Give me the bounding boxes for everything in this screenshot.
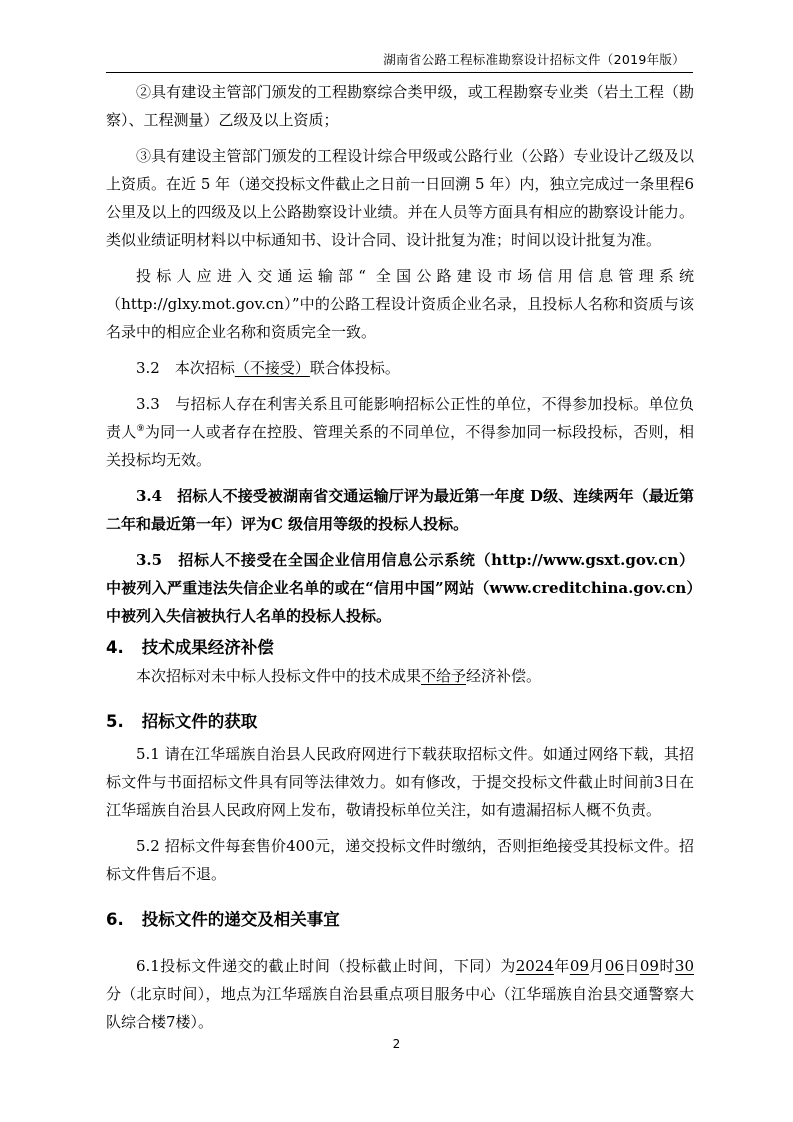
clause-3-2: 3.2 本次招标（不接受）联合体投标。 [136,359,400,377]
clause-5-2: 5.2 招标文件每套售价400元，递交投标文件时缴纳，否则拒绝接受其投标文件。招标文件售后不退。 [106,837,694,883]
header-rule [106,72,693,73]
section-6-heading: 6. 投标文件的递交及相关事宜 [106,910,340,929]
deadline-month: 09 [569,957,589,975]
qualification-item-3: ③具有建设主管部门颁发的工程设计综合甲级或公路行业（公路）专业设计乙级及以上资质。在近 5 年（递交投标文件截止之日前一日回溯 5 年）内，独立完成过一条里程6公里及以上的四级及以上公路勘察设计业绩。并在人员等方面具有相应的勘察设计能力。类似业绩证明材料以中标通知书、设计合同、设计批复为准；时间以设计批复为准。 [106,147,694,249]
section-5-heading: 5. 招标文件的获取 [106,712,258,731]
clause-3-4: 3.4 招标人不接受被湖南省交通运输厅评为最近第一年度 D级、连续两年（最近第二年和最近第一年）评为C 级信用等级的投标人投标。 [106,487,694,533]
registration-requirement: 投标人应进入交通运输部“ 全国公路建设市场信用信息管理系统（http://glxy.mot.gov.cn）”中的公路工程设计资质企业名录，且投标人名称和资质与该名录中的相应企业名称和资质完全一致。 [106,267,694,341]
section-4-text: 本次招标对未中标人投标文件中的技术成果不给予经济补偿。 [136,667,542,685]
clause-3-5: 3.5 招标人不接受在全国企业信用信息公示系统（http://www.gsxt.gov.cn）中被列入严重违法失信企业名单的或在“信用中国”网站（www.creditchina.gov.cn）中被列入失信被执行人名单的投标人投标。 [106,551,694,625]
clause-6-1: 6.1投标文件递交的截止时间（投标截止时间，下同）为2024年09月06日09时30分（北京时间），地点为江华瑶族自治县重点项目服务中心（江华瑶族自治县交通警察大队综合楼7楼）。 [106,957,694,1031]
compensation-value: 不给予 [421,667,467,685]
deadline-minute: 30 [674,957,694,975]
clause-5-1: 5.1 请在江华瑶族自治县人民政府网进行下载获取招标文件。如通过网络下载，其招标文件与书面招标文件具有同等法律效力。如有修改，于提交投标文件截止时间前3日在江华瑶族自治县人民政府网上发布，敬请投标单位关注，如有遗漏招标人概不负责。 [106,745,694,819]
deadline-year: 2024 [515,957,554,975]
running-header: 湖南省公路工程标准勘察设计招标文件（2019年版） [383,52,685,67]
consortium-value: （不接受） [234,359,310,377]
footnote-marker: ⑨ [136,424,145,434]
deadline-hour: 09 [639,957,659,975]
section-4-heading: 4. 技术成果经济补偿 [106,638,274,657]
qualification-item-2: ②具有建设主管部门颁发的工程勘察综合类甲级，或工程勘察专业类（岩土工程（勘察）、工程测量）乙级及以上资质； [106,83,694,129]
deadline-day: 06 [604,957,624,975]
page-number: 2 [392,1037,401,1051]
page-body [106,78,694,1036]
clause-3-3: 3.3 与招标人存在利害关系且可能影响招标公正性的单位，不得参加投标。单位负责人⑨为同一人或者存在控股、管理关系的不同单位，不得参加同一标段投标，否则，相关投标均无效。 [106,395,694,469]
